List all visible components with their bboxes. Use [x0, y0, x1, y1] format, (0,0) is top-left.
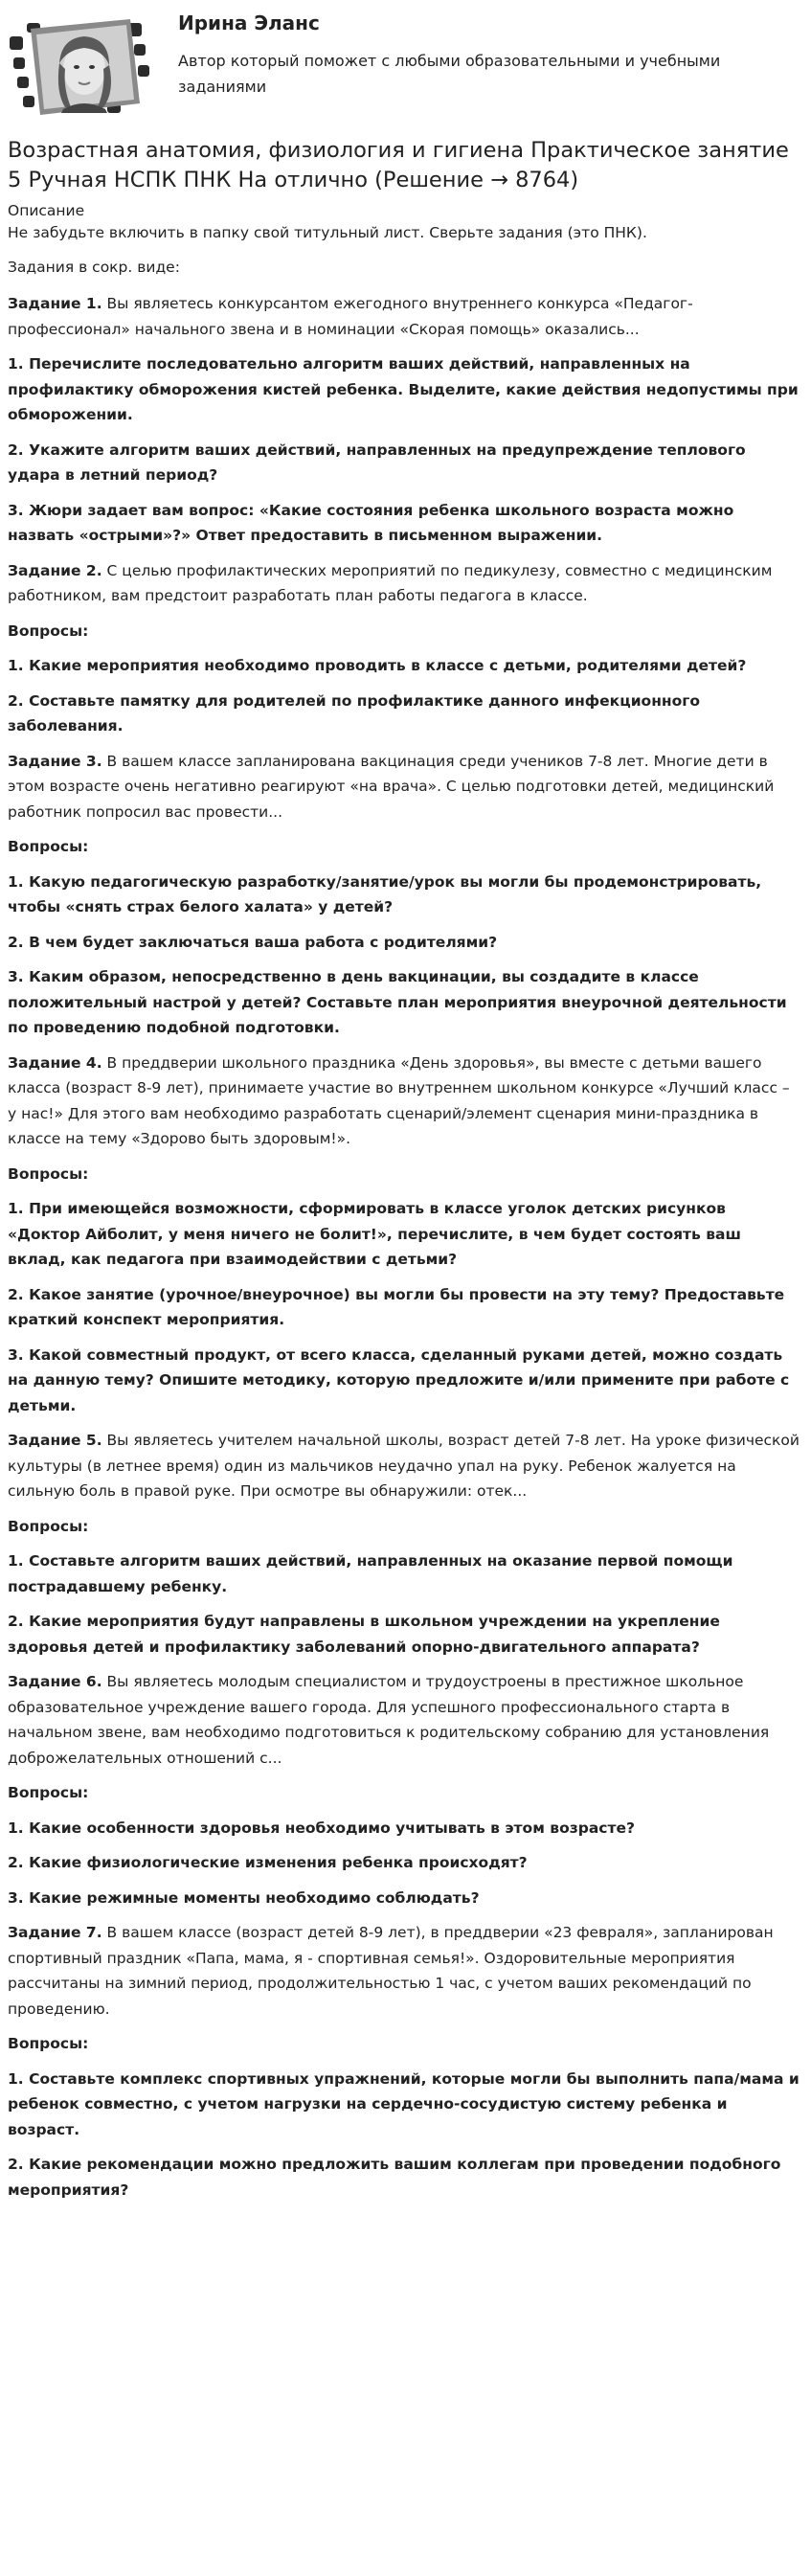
question-item: 1. Составьте алгоритм ваших действий, направленных на оказание первой помощи пострадавшему ребенку. — [8, 1552, 733, 1595]
task-label: Задание 3. — [8, 752, 102, 770]
question-item: 3. Каким образом, непосредственно в день вакцинации, вы создадите в классе положительный настрой у детей? Составьте план мероприятия внеурочной деятельности по проведению подобной подготовки. — [8, 968, 787, 1036]
question-item: 2. Какие мероприятия будут направлены в школьном учреждении на укрепление здоровья детей и профилактику заболеваний опорно-двигательного аппарата? — [8, 1613, 720, 1656]
task-paragraph — [8, 749, 802, 825]
question-item: 2. Какое занятие (урочное/внеурочное) вы могли бы провести на эту тему? Предоставьте краткий конспект мероприятия. — [8, 1285, 785, 1328]
task-text: В вашем классе (возраст детей 8-9 лет), в преддверии «23 февраля», запланирован спортивный праздник «Папа, мама, я - спортивная семья!». Оздоровительные мероприятия рассчитаны на зимний период, продолжительностью 1 час, с учетом ваших рекомендаций по проведению. — [8, 1924, 774, 2018]
task-text: Вы являетесь учителем начальной школы, возраст детей 7-8 лет. На уроке физической культуры (в летнее время) один из мальчиков неудачно упал на руку. Ребенок жалуется на сильную боль в правой руке. При осмотре вы обнаружили: отек... — [8, 1432, 800, 1500]
task-label: Задание 6. — [8, 1673, 102, 1690]
question-item: 3. Какой совместный продукт, от всего класса, сделанный руками детей, можно создать на данную тему? Опишите методику, которую предложите и/или примените при работе с детьми. — [8, 1345, 790, 1414]
author-description: Автор который поможет с любыми образовательными и учебными заданиями — [178, 52, 721, 96]
author-name[interactable]: Ирина Эланс — [178, 11, 320, 34]
questions-heading: Вопросы: — [8, 838, 89, 855]
task-text: Вы являетесь конкурсантом ежегодного внутреннего конкурса «Педагог-профессионал» начального звена и в номинации «Скорая помощь» оказались... — [8, 295, 693, 338]
task-paragraph — [8, 558, 802, 609]
author-avatar[interactable] — [8, 15, 155, 121]
task-text: С целью профилактических мероприятий по педикулезу, совместно с медицинским работником, вам предстоит разработать план работы педагога в классе. — [8, 561, 773, 604]
question-item: 2. Какие физиологические изменения ребенка происходят? — [8, 1854, 528, 1871]
task-label: Задание 2. — [8, 561, 102, 579]
question-item: 1. Какие особенности здоровья необходимо учитывать в этом возрасте? — [8, 1819, 635, 1837]
question-item: 3. Какие режимные моменты необходимо соблюдать? — [8, 1888, 480, 1907]
task-label: Задание 4. — [8, 1053, 102, 1072]
question-item: 1. Перечислите последовательно алгоритм ваших действий, направленных на профилактику обморожения кистей ребенка. Выделите, какие действия недопустимы при обморожении. — [8, 355, 799, 423]
task-list — [8, 291, 802, 2203]
question-item: 3. Жюри задает вам вопрос: «Какие состояния ребенка школьного возраста можно назвать «острыми»?» Ответ предоставить в письменном выражении. — [8, 501, 734, 544]
task-paragraph — [8, 1669, 802, 1771]
author-header — [0, 0, 811, 134]
question-item: 1. Составьте комплекс спортивных упражнений, которые могли бы выполнить папа/мама и ребенок совместно, с учетом нагрузки на сердечно-сосудистую систему ребенка и возраст. — [8, 2069, 800, 2138]
question-item: 1. Какую педагогическую разработку/занятие/урок вы могли бы продемонстрировать, чтобы «снять страх белого халата» у детей? — [8, 872, 762, 915]
questions-heading: Вопросы: — [8, 1164, 89, 1183]
page-title: Возрастная анатомия, физиология и гигиена Практическое занятие 5 Ручная НСПК ПНК На отлично (Решение → 8764) — [8, 138, 789, 192]
question-item: 2. Составьте памятку для родителей по профилактике данного инфекционного заболевания. — [8, 691, 701, 734]
description-label: Описание — [8, 202, 85, 219]
task-text: В преддверии школьного праздника «День здоровья», вы вместе с детьми вашего класса (возраст 8-9 лет), принимаете участие во внутреннем школьном конкурсе «Лучший класс – у нас!» Для этого вам необходимо разработать сценарий/элемент сценария мини-праздника в классе на тему «Здорово быть здоровым!». — [8, 1053, 790, 1147]
description-text: Не забудьте включить в папку свой титульный лист. Сверьте задания (это ПНК). — [8, 224, 647, 241]
question-item: 2. В чем будет заключаться ваша работа с родителями? — [8, 933, 498, 951]
task-text: Вы являетесь молодым специалистом и трудоустроены в престижное школьное образовательное учреждение вашего города. Для успешного профессионального старта в начальном звене, вам необходимо подготовиться к родительскому собранию для установления доброжелательных отношений с... — [8, 1673, 770, 1767]
task-label: Задание 1. — [8, 295, 102, 312]
avatar-image — [8, 15, 155, 121]
short-tasks-label: Задания в сокр. виде: — [8, 259, 180, 276]
task-paragraph — [8, 1428, 802, 1504]
questions-heading: Вопросы: — [8, 1517, 89, 1535]
task-text: В вашем классе запланирована вакцинация среди учеников 7-8 лет. Многие дети в этом возрасте очень негативно реагируют «на врача». С целью подготовки детей, медицинский работник попросил вас провести... — [8, 752, 775, 821]
task-paragraph — [8, 1051, 802, 1152]
task-paragraph — [8, 1920, 802, 2022]
product-content — [8, 136, 802, 2212]
question-item: 1. При имеющейся возможности, сформировать в классе уголок детских рисунков «Доктор Айболит, у меня ничего не болит!», перечислите, в чем будет состоять ваш вклад, как педагога при взаимодействии с детьми? — [8, 1200, 741, 1268]
task-paragraph — [8, 291, 802, 342]
questions-heading: Вопросы: — [8, 1784, 89, 1801]
question-item: 2. Укажите алгоритм ваших действий, направленных на предупреждение теплового удара в летний период? — [8, 441, 746, 484]
question-item: 2. Какие рекомендации можно предложить вашим коллегам при проведении подобного мероприятия? — [8, 2156, 781, 2199]
task-label: Задание 5. — [8, 1432, 102, 1449]
question-item: 1. Какие мероприятия необходимо проводить в классе с детьми, родителями детей? — [8, 657, 747, 674]
task-label: Задание 7. — [8, 1924, 102, 1941]
questions-heading: Вопросы: — [8, 2035, 89, 2052]
questions-heading: Вопросы: — [8, 621, 89, 640]
